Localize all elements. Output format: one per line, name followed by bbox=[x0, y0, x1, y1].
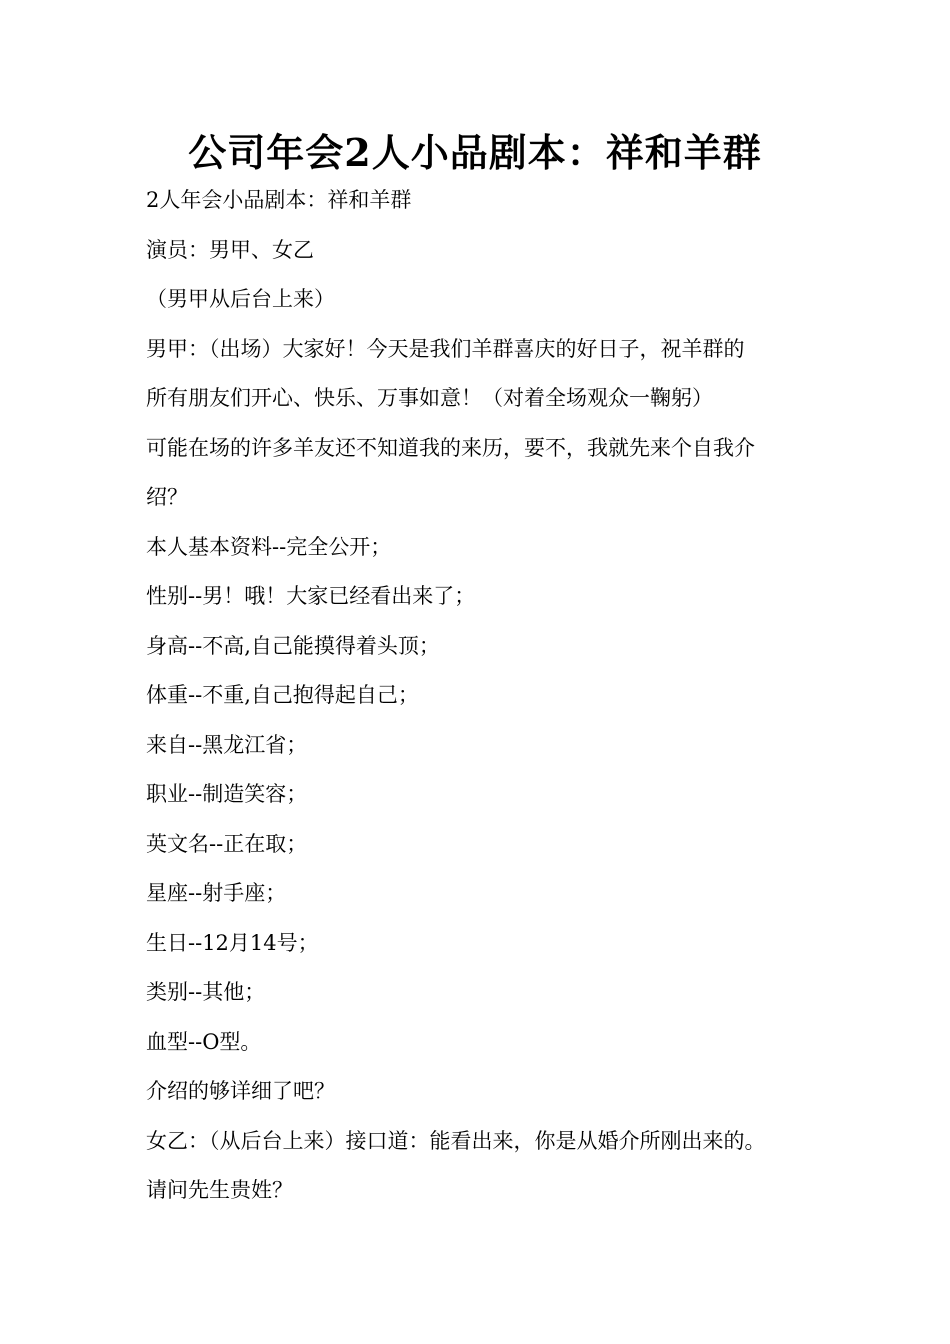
text-line: 英文名--正在取； bbox=[146, 831, 308, 856]
text-line: 男甲：（出场）大家好！今天是我们羊群喜庆的好日子，祝羊群的 bbox=[146, 336, 745, 361]
text-line: 身高--不高,自己能摸得着头顶； bbox=[146, 633, 440, 658]
text-line: 所有朋友们开心、快乐、万事如意！（对着全场观众一鞠躬） bbox=[146, 386, 713, 410]
text-line: 2人年会小品剧本：祥和羊群 bbox=[146, 188, 412, 212]
text-line: 职业--制造笑容； bbox=[146, 782, 308, 806]
text-line: 星座--射手座； bbox=[146, 881, 287, 905]
text-line: 来自--黑龙江省； bbox=[146, 732, 308, 757]
text-line: 生日--12月14号； bbox=[146, 930, 319, 955]
text-line: 类别--其他； bbox=[146, 980, 266, 1004]
text-line: 绍？ bbox=[146, 485, 188, 509]
text-line: 本人基本资料--完全公开； bbox=[146, 534, 392, 559]
text-line: 血型--O型。 bbox=[146, 1029, 262, 1054]
document-title: 公司年会2人小品剧本：祥和羊群 bbox=[188, 130, 762, 175]
text-line: 体重--不重,自己抱得起自己； bbox=[146, 683, 419, 707]
text-line: 请问先生贵姓？ bbox=[146, 1178, 293, 1202]
text-line: （男甲从后台上来） bbox=[146, 287, 335, 311]
text-line: 可能在场的许多羊友还不知道我的来历，要不，我就先来个自我介 bbox=[146, 435, 755, 460]
text-line: 性别--男！哦！大家已经看出来了； bbox=[146, 584, 476, 608]
text-line: 演员：男甲、女乙 bbox=[146, 237, 314, 262]
text-line: 介绍的够详细了吧？ bbox=[146, 1079, 335, 1103]
document-body bbox=[146, 176, 826, 1216]
text-line: 女乙：（从后台上来）接口道：能看出来，你是从婚介所刚出来的。 bbox=[146, 1128, 766, 1153]
